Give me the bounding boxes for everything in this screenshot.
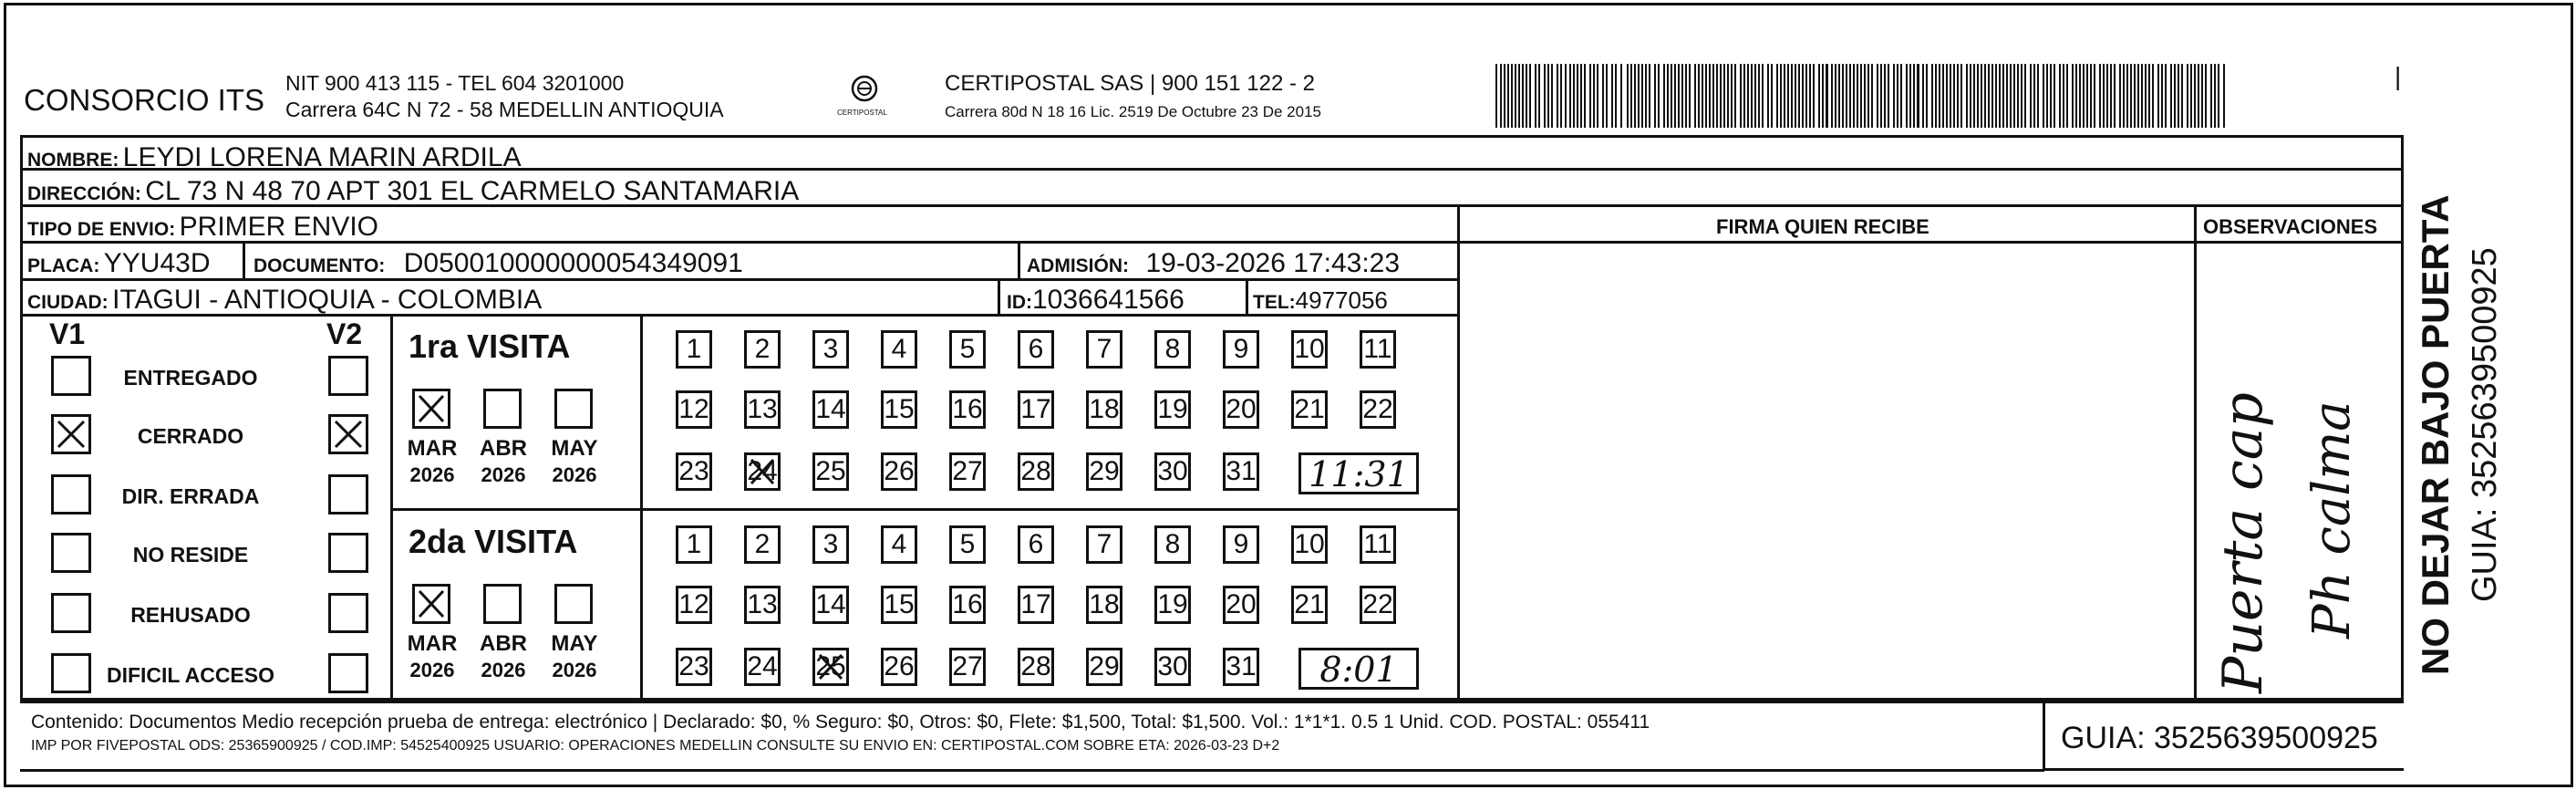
marginal-mark: | <box>2395 62 2402 90</box>
month-checkbox[interactable] <box>554 389 593 429</box>
day-number: 24 <box>747 651 778 681</box>
month-label: ABR <box>480 631 527 656</box>
day-number: 16 <box>952 589 983 619</box>
day-number: 17 <box>1020 394 1051 424</box>
day-box[interactable] <box>1291 330 1328 369</box>
day-number: 8 <box>1164 334 1181 364</box>
day-number: 16 <box>952 394 983 424</box>
rule <box>1457 241 2404 244</box>
day-box[interactable] <box>1360 525 1396 564</box>
name-value: LEYDI LORENA MARIN ARDILA <box>122 142 522 172</box>
day-number: 6 <box>1028 334 1044 364</box>
month-label: MAY <box>551 436 598 461</box>
day-number: 6 <box>1028 529 1044 559</box>
address-line: Carrera 64C N 72 - 58 MEDELLIN ANTIOQUIA <box>285 98 724 121</box>
signature-label: FIRMA QUIEN RECIBE <box>1716 215 1929 238</box>
month-label: MAR <box>407 631 458 656</box>
day-number: 23 <box>678 456 709 486</box>
day-number: 30 <box>1157 651 1188 681</box>
x-mark-icon <box>415 391 448 426</box>
day-box[interactable] <box>881 390 917 429</box>
rule <box>1457 206 1460 701</box>
month-checkbox[interactable] <box>412 584 450 624</box>
day-box[interactable] <box>881 586 917 624</box>
tel-field <box>1253 288 1388 312</box>
day-box[interactable] <box>676 525 712 564</box>
status-label: ENTREGADO <box>123 366 258 390</box>
day-number: 11 <box>1363 529 1392 559</box>
day-box[interactable] <box>744 525 781 564</box>
day-number: 31 <box>1226 456 1257 486</box>
observation-handwriting-2: Ph calma <box>2302 400 2362 639</box>
day-box[interactable] <box>812 452 849 491</box>
admission-label: ADMISIÓN: <box>1027 255 1129 276</box>
logo-caption: CERTIPOSTAL <box>837 109 887 117</box>
month-label: ABR <box>480 436 527 461</box>
day-box[interactable] <box>676 452 712 491</box>
license-line: Carrera 80d N 18 16 Lic. 2519 De Octubre 23 De 2015 <box>945 103 1321 120</box>
rule <box>390 508 1459 511</box>
v2-label: V2 <box>326 317 363 350</box>
type-label: TIPO DE ENVIO: <box>27 219 176 240</box>
rule <box>390 314 393 701</box>
logo-icon <box>846 72 883 109</box>
address-label: DIRECCIÓN: <box>27 183 141 204</box>
x-mark-icon <box>747 455 778 488</box>
status-v2-checkbox[interactable] <box>328 356 368 396</box>
day-number: 25 <box>815 456 846 486</box>
day-number: 13 <box>747 589 778 619</box>
day-box[interactable] <box>1018 452 1054 491</box>
doc-label: DOCUMENTO: <box>253 255 386 276</box>
status-v2-checkbox[interactable] <box>328 653 368 693</box>
day-box[interactable] <box>1223 525 1259 564</box>
day-number: 18 <box>1089 589 1120 619</box>
day-number: 26 <box>884 651 915 681</box>
day-number: 2 <box>754 334 771 364</box>
day-number: 25 <box>815 651 846 681</box>
day-box[interactable] <box>1018 330 1054 369</box>
rule <box>243 241 245 279</box>
month-checkbox[interactable] <box>483 584 522 624</box>
day-box[interactable] <box>949 452 986 491</box>
day-number: 3 <box>822 334 839 364</box>
doc-value: D050010000000054349091 <box>403 248 743 278</box>
day-number: 22 <box>1362 394 1393 424</box>
day-number: 27 <box>952 651 983 681</box>
city-label: CIUDAD: <box>27 292 109 313</box>
day-number: 19 <box>1157 394 1188 424</box>
day-number: 15 <box>884 394 915 424</box>
day-number: 12 <box>678 394 709 424</box>
month-checkbox[interactable] <box>554 584 593 624</box>
footer-guide: GUIA: 3525639500925 <box>2061 721 2378 755</box>
day-box[interactable] <box>676 586 712 624</box>
day-box[interactable] <box>1086 525 1122 564</box>
type-field <box>27 213 378 241</box>
day-box[interactable] <box>1086 452 1122 491</box>
day-box[interactable] <box>1018 525 1054 564</box>
day-box[interactable] <box>949 586 986 624</box>
day-number: 26 <box>884 456 915 486</box>
rule <box>1246 278 1248 317</box>
nit-line: NIT 900 413 115 - TEL 604 3201000 <box>285 71 625 95</box>
day-number: 10 <box>1294 334 1325 364</box>
day-number: 13 <box>747 394 778 424</box>
day-box[interactable] <box>1086 648 1122 686</box>
rule <box>20 769 2044 772</box>
day-number: 19 <box>1157 589 1188 619</box>
address-value: CL 73 N 48 70 APT 301 EL CARMELO SANTAMARIA <box>145 176 800 206</box>
day-number: 20 <box>1226 589 1257 619</box>
day-box[interactable] <box>1154 390 1191 429</box>
name-label-text: NOMBRE: <box>27 150 119 171</box>
type-value: PRIMER ENVIO <box>179 212 379 242</box>
day-number: 18 <box>1089 394 1120 424</box>
day-number: 7 <box>1096 334 1112 364</box>
tel-label: TEL: <box>1253 292 1296 313</box>
day-number: 2 <box>754 529 771 559</box>
visit-title: 1ra VISITA <box>409 327 571 365</box>
day-number: 31 <box>1226 651 1257 681</box>
day-box[interactable] <box>1154 586 1191 624</box>
day-box[interactable] <box>1154 648 1191 686</box>
day-number: 9 <box>1233 529 1249 559</box>
day-number: 17 <box>1020 589 1051 619</box>
day-box[interactable] <box>949 390 986 429</box>
day-number: 28 <box>1020 651 1051 681</box>
day-box[interactable] <box>1291 525 1328 564</box>
admission-value: 19-03-2026 17:43:23 <box>1145 248 1401 278</box>
carrier-line: CERTIPOSTAL SAS | 900 151 122 - 2 <box>945 71 1315 96</box>
visit-time-box[interactable] <box>1298 452 1419 494</box>
day-number: 29 <box>1089 651 1120 681</box>
day-box[interactable] <box>1086 390 1122 429</box>
address-field <box>27 178 799 205</box>
day-box[interactable] <box>744 648 781 686</box>
day-box[interactable] <box>1018 648 1054 686</box>
day-number: 4 <box>891 529 907 559</box>
day-box[interactable] <box>881 452 917 491</box>
doc-field <box>253 250 743 277</box>
day-number: 28 <box>1020 456 1051 486</box>
city-value: ITAGUI - ANTIOQUIA - COLOMBIA <box>112 285 543 315</box>
day-number: 29 <box>1089 456 1120 486</box>
rule <box>20 278 1459 281</box>
day-number: 14 <box>815 589 846 619</box>
day-number: 3 <box>822 529 839 559</box>
day-box[interactable] <box>1360 330 1396 369</box>
day-number: 14 <box>815 394 846 424</box>
day-box[interactable] <box>812 586 849 624</box>
rule <box>998 278 1000 317</box>
id-field <box>1007 286 1185 314</box>
visit-time: 8:01 <box>1319 650 1398 690</box>
month-checkbox[interactable] <box>412 389 450 429</box>
signature-box[interactable] <box>1461 244 2192 699</box>
plate-field <box>27 250 211 277</box>
day-box[interactable] <box>1360 586 1396 624</box>
month-year-label: 2026 <box>409 463 455 486</box>
month-year-label: 2026 <box>552 659 597 681</box>
month-checkbox[interactable] <box>483 389 522 429</box>
v1-label: V1 <box>49 317 86 350</box>
day-box[interactable] <box>1154 452 1191 491</box>
day-number: 1 <box>686 529 702 559</box>
month-label: MAR <box>407 436 458 461</box>
status-label: DIR. ERRADA <box>121 484 260 508</box>
barcode-graphic <box>1495 64 2227 128</box>
day-box[interactable] <box>881 330 917 369</box>
side-warning: NO DEJAR BAJO PUERTA <box>2414 194 2457 675</box>
rule <box>640 314 643 701</box>
month-year-label: 2026 <box>481 659 526 681</box>
plate-label: PLACA: <box>27 255 100 276</box>
day-box[interactable] <box>744 330 781 369</box>
day-number: 1 <box>686 334 702 364</box>
day-number: 22 <box>1362 589 1393 619</box>
day-box[interactable] <box>1223 586 1259 624</box>
month-year-label: 2026 <box>481 463 526 486</box>
day-number: 23 <box>678 651 709 681</box>
month-label: MAY <box>551 631 598 656</box>
day-number: 9 <box>1233 334 1249 364</box>
tel-value: 4977056 <box>1295 286 1388 314</box>
day-number: 5 <box>959 529 976 559</box>
day-box[interactable] <box>1360 390 1396 429</box>
day-number: 21 <box>1294 589 1325 619</box>
day-number: 15 <box>884 589 915 619</box>
admission-field <box>1027 250 1400 277</box>
day-box[interactable] <box>676 648 712 686</box>
day-box[interactable] <box>881 525 917 564</box>
day-box[interactable] <box>676 390 712 429</box>
visit-title: 2da VISITA <box>409 523 578 560</box>
status-v2-checkbox[interactable] <box>328 533 368 573</box>
day-number: 4 <box>891 334 907 364</box>
footer-line1: Contenido: Documentos Medio recepción prueba de entrega: electrónico | Declarado: $0, % Seguro: $0, Otros: $0, Flete: $1,500, Total: $1,500. Vol.: 1*1*1. 0.5 1 Unid. COD. POSTAL: 055411 <box>31 712 1650 733</box>
day-box[interactable] <box>1223 390 1259 429</box>
day-box[interactable] <box>949 330 986 369</box>
day-box[interactable] <box>1291 586 1328 624</box>
day-box[interactable] <box>812 330 849 369</box>
side-guide: GUIA: 3525639500925 <box>2466 247 2504 602</box>
observation-handwriting-1: Puerta cap <box>2211 392 2275 693</box>
month-year-label: 2026 <box>552 463 597 486</box>
day-box[interactable] <box>1154 525 1191 564</box>
status-label: NO RESIDE <box>132 543 249 567</box>
observations-label: OBSERVACIONES <box>2203 215 2378 238</box>
status-label: DIFICIL ACCESO <box>106 663 274 687</box>
day-number: 11 <box>1363 334 1392 364</box>
status-v2-checkbox[interactable] <box>328 474 368 515</box>
day-number: 20 <box>1226 394 1257 424</box>
day-box[interactable] <box>1291 390 1328 429</box>
day-number: 7 <box>1096 529 1112 559</box>
day-number: 8 <box>1164 529 1181 559</box>
month-year-label: 2026 <box>409 659 455 681</box>
name-label <box>27 144 522 172</box>
day-box[interactable] <box>744 390 781 429</box>
day-box[interactable] <box>1154 330 1191 369</box>
day-number: 24 <box>747 456 778 486</box>
x-mark-icon <box>815 650 846 683</box>
day-box[interactable] <box>1223 330 1259 369</box>
day-box[interactable] <box>744 586 781 624</box>
status-v2-checkbox[interactable] <box>328 414 368 454</box>
certipostal-logo <box>846 72 883 109</box>
day-number: 10 <box>1294 529 1325 559</box>
company-name: CONSORCIO ITS <box>24 83 265 117</box>
day-box[interactable] <box>1018 390 1054 429</box>
day-box[interactable] <box>1223 452 1259 491</box>
day-box[interactable] <box>812 390 849 429</box>
footer-line2: IMP POR FIVEPOSTAL ODS: 25365900925 / COD.IMP: 54525400925 USUARIO: OPERACIONES MEDELLIN CONSULTE SU ENVIO EN: CERTIPOSTAL.COM SOBRE ETA: 2026-03-23 D+2 <box>31 738 1280 754</box>
rule <box>1018 241 1020 279</box>
day-number: 21 <box>1294 394 1325 424</box>
visit-time: 11:31 <box>1309 454 1409 494</box>
day-number: 30 <box>1157 456 1188 486</box>
day-box[interactable] <box>1086 330 1122 369</box>
id-value: 1036641566 <box>1032 285 1185 315</box>
status-v2-checkbox[interactable] <box>328 593 368 633</box>
day-box[interactable] <box>812 525 849 564</box>
plate-value: YYU43D <box>103 248 211 278</box>
day-box[interactable] <box>744 452 781 491</box>
day-number: 27 <box>952 456 983 486</box>
day-box[interactable] <box>1223 648 1259 686</box>
x-mark-icon <box>331 417 366 452</box>
day-box[interactable] <box>949 525 986 564</box>
day-box[interactable] <box>1018 586 1054 624</box>
day-box[interactable] <box>1086 586 1122 624</box>
day-number: 5 <box>959 334 976 364</box>
day-number: 12 <box>678 589 709 619</box>
day-box[interactable] <box>812 648 849 686</box>
status-label: CERRADO <box>137 424 244 448</box>
day-box[interactable] <box>949 648 986 686</box>
city-field <box>27 286 542 314</box>
barcode <box>1495 64 2227 128</box>
day-box[interactable] <box>881 648 917 686</box>
visit-time-box[interactable] <box>1298 648 1419 690</box>
status-label: REHUSADO <box>130 603 251 627</box>
rule <box>2194 206 2197 701</box>
day-box[interactable] <box>676 330 712 369</box>
x-mark-icon <box>415 587 448 621</box>
id-label: ID: <box>1007 292 1032 313</box>
